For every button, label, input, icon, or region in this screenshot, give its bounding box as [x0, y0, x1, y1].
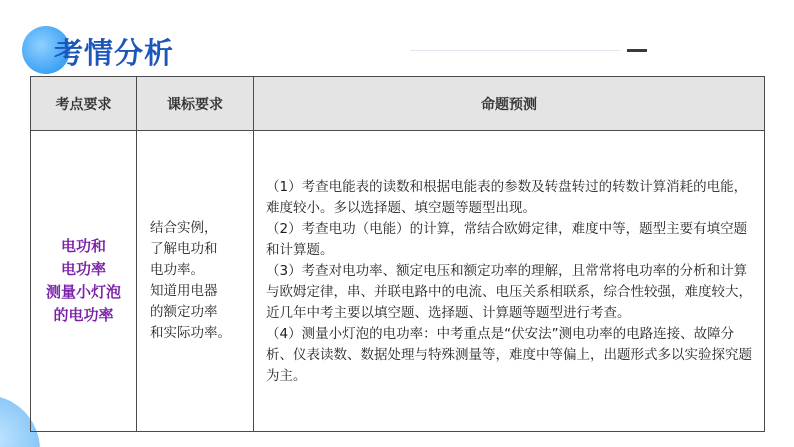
forecast-item-4: （4）测量小灯泡的电功率：中考重点是“伏安法”测电功率的电路连接、故障分析、仪表读数、数据处理与特殊测量等，难度中等偏上，出题形式多以实验探究题为主。 [266, 326, 752, 384]
header-curriculum-standard: 课标要求 [137, 77, 254, 131]
exam-point-line: 的电功率 [53, 306, 114, 324]
exam-point-line: 电功和 [60, 237, 106, 255]
exam-point-line: 测量小灯泡 [45, 283, 121, 301]
standard-line: 和实际功率。 [150, 325, 231, 341]
title-divider-dash [627, 49, 647, 52]
exam-point-cell [31, 131, 137, 432]
forecast-item-3: （3）考查对电功率、额定电压和额定功率的理解，且常常将电功率的分析和计算与欧姆定律，串、并联电路中的电流、电压关系相联系，综合性较强，难度较大，近几年中考主要以填空题、选择题、计算题等题型进行考查。 [266, 263, 752, 321]
forecast-item-2: （2）考查电功（电能）的计算，常结合欧姆定律，难度中等，题型主要有填空题和计算题。 [266, 221, 748, 258]
standard-line: 了解电功和 [150, 241, 218, 257]
standard-line: 知道用电器 [150, 283, 218, 299]
exam-point-line: 电功率 [60, 260, 106, 278]
page-title: 考情分析 [54, 36, 175, 70]
title-divider-line [410, 50, 620, 51]
header-question-forecast: 命题预测 [254, 77, 765, 131]
question-forecast-cell [254, 131, 765, 432]
header-exam-points: 考点要求 [31, 77, 137, 131]
analysis-table [30, 76, 765, 432]
standard-line: 的额定功率 [150, 304, 218, 320]
forecast-item-1: （1）考查电能表的读数和根据电能表的参数及转盘转过的转数计算消耗的电能，难度较小。多以选择题、填空题等题型出现。 [266, 179, 748, 216]
table-row [31, 131, 765, 432]
curriculum-standard-cell [137, 131, 254, 432]
standard-line: 电功率。 [150, 262, 204, 278]
standard-line: 结合实例， [150, 220, 218, 236]
table-header-row [31, 77, 765, 131]
